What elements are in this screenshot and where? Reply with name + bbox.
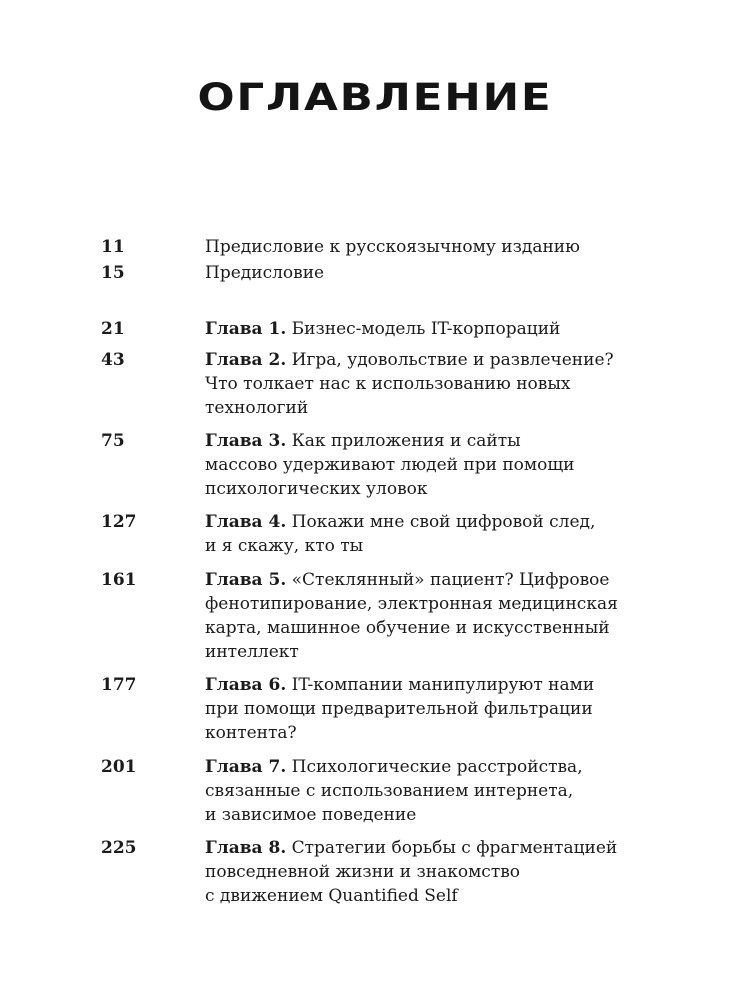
chapter-label: Глава 2. [205,350,287,370]
chapter-label: Глава 5. [205,570,287,590]
toc-entry-text [205,510,625,558]
toc-entry [0,235,750,259]
toc-line: Предисловие к русскоязычному изданию [205,237,580,257]
toc-line: «Стеклянный» пациент? Цифровое [291,570,610,590]
toc-line: карта, машинное обучение и искусственный [205,618,610,638]
toc-line: технологий [205,398,309,418]
toc-entry [0,836,750,908]
chapter-label: Глава 3. [205,431,287,451]
page-title: ОГЛАВЛЕНИЕ [197,76,553,119]
toc-entry-text [205,429,625,501]
toc-line: психологических уловок [205,479,428,499]
toc-entry-text [205,673,625,745]
toc-page-number: 201 [101,757,137,777]
toc-page-number: 15 [101,263,125,283]
toc-line: Психологические расстройства, [291,757,583,777]
toc-page-number: 21 [101,319,125,339]
chapter-label: Глава 6. [205,675,287,695]
toc-line: IT-компании манипулируют нами [291,675,595,695]
toc-entry [0,348,750,420]
chapter-label: Глава 4. [205,512,287,532]
toc-page-number: 225 [101,838,137,858]
toc-page-number: 11 [101,237,125,257]
toc-line: Предисловие [205,263,325,283]
toc-entry-text [205,348,625,420]
toc-line: повседневной жизни и знакомство [205,862,521,882]
toc-line: Бизнес-модель IT-корпораций [291,319,561,339]
toc-line: интеллект [205,642,299,662]
toc-entry [0,673,750,745]
toc-entry-text [205,836,625,908]
toc-line: и зависимое поведение [205,805,417,825]
chapter-label: Глава 1. [205,319,287,339]
toc-entry [0,261,750,285]
toc-line: Что толкает нас к использованию новых [205,374,571,394]
toc-page-number: 127 [101,512,137,532]
toc-line: фенотипирование, электронная медицинская [205,594,618,614]
toc-page-number: 43 [101,350,125,370]
toc-line: массово удерживают людей при помощи [205,455,575,475]
toc-entry [0,568,750,664]
toc-line: связанные с использованием интернета, [205,781,574,801]
table-of-contents [0,235,750,908]
toc-entry [0,510,750,558]
toc-entry-text [205,261,625,285]
toc-line: и я скажу, кто ты [205,536,364,556]
toc-line: Стратегии борьбы с фрагментацией [291,838,618,858]
toc-page-number: 75 [101,431,125,451]
toc-line: контента? [205,723,297,743]
toc-line: Как приложения и сайты [291,431,521,451]
toc-entry-text [205,568,625,664]
toc-entry-text [205,755,625,827]
toc-entry [0,317,750,341]
toc-entry-text [205,317,625,341]
toc-line: Игра, удовольствие и развлечение? [291,350,614,370]
toc-page-number: 177 [101,675,137,695]
toc-entry-text [205,235,625,259]
toc-line: при помощи предварительной фильтрации [205,699,593,719]
toc-entry [0,755,750,827]
toc-line: Покажи мне свой цифровой след, [291,512,596,532]
chapter-label: Глава 8. [205,838,287,858]
toc-page-number: 161 [101,570,137,590]
toc-line: с движением Quantified Self [205,886,458,906]
toc-entry [0,429,750,501]
chapter-label: Глава 7. [205,757,287,777]
